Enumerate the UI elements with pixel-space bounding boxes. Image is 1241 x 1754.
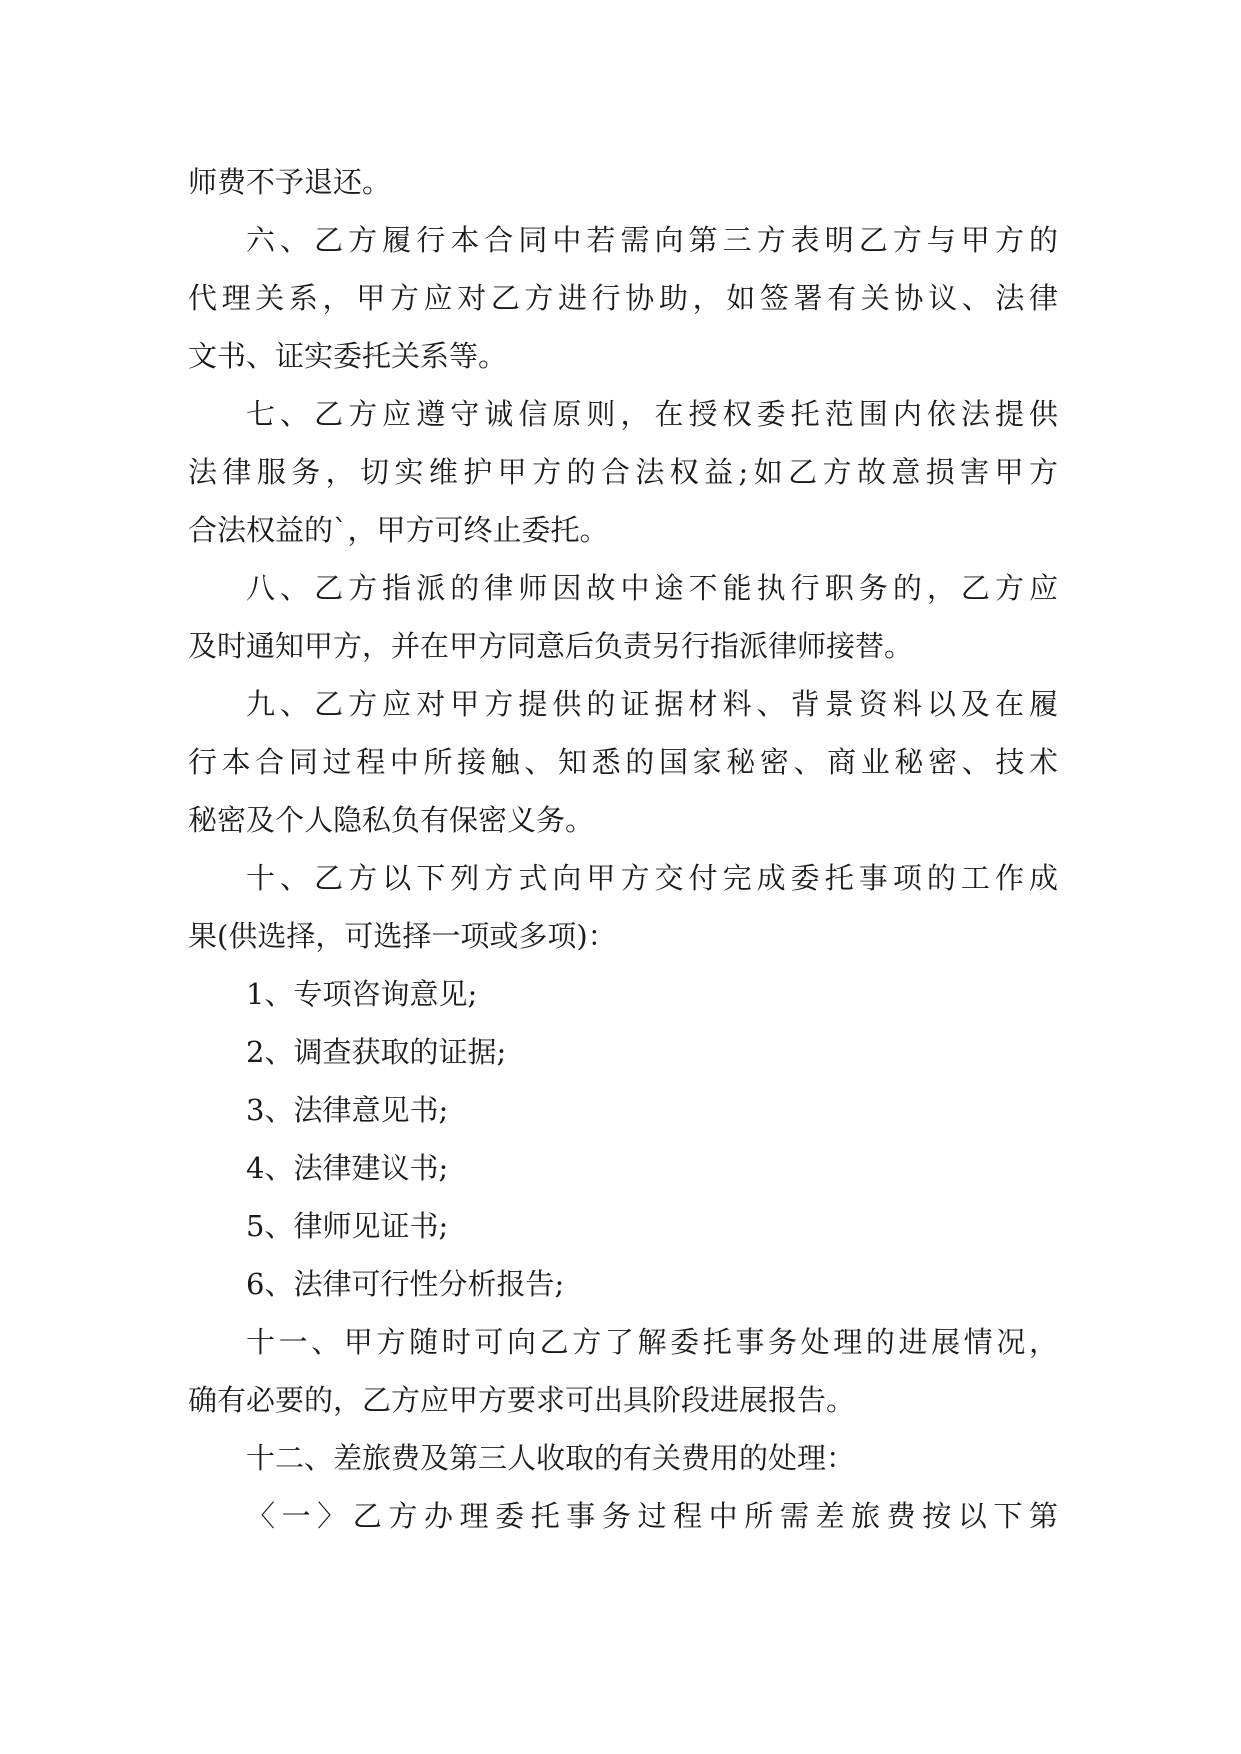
text-line-14: 果(供选择，可选择一项或多项)： xyxy=(188,919,617,953)
text-line-5: 七、乙方应遵守诚信原则，在授权委托范围内依法提供 xyxy=(246,397,1058,431)
text-line-12: 秘密及个人隐私负有保密义务。 xyxy=(188,803,595,837)
list-item-4: 4、法律建议书; xyxy=(246,1151,449,1185)
text-line-1: 师费不予退还。 xyxy=(188,165,392,199)
text-line-2: 六、乙方履行本合同中若需向第三方表明乙方与甲方的 xyxy=(246,223,1058,257)
text-line-4: 文书、证实委托关系等。 xyxy=(188,339,508,373)
list-item-6: 6、法律可行性分析报告; xyxy=(246,1267,565,1301)
list-item-3: 3、法律意见书; xyxy=(246,1093,449,1127)
text-line-3: 代理关系，甲方应对乙方进行协助，如签署有关协议、法律 xyxy=(188,281,1058,315)
text-line-23: 十二、差旅费及第三人收取的有关费用的处理： xyxy=(246,1441,856,1475)
text-line-8: 八、乙方指派的律师因故中途不能执行职务的，乙方应 xyxy=(246,571,1058,605)
text-line-13: 十、乙方以下列方式向甲方交付完成委托事项的工作成 xyxy=(246,861,1058,895)
text-line-22: 确有必要的，乙方应甲方要求可出具阶段进展报告。 xyxy=(188,1383,856,1417)
text-line-24: 〈一〉乙方办理委托事务过程中所需差旅费按以下第 xyxy=(246,1499,1058,1533)
text-line-7: 合法权益的`，甲方可终止委托。 xyxy=(188,513,609,547)
list-item-2: 2、调查获取的证据; xyxy=(246,1035,507,1069)
text-line-9: 及时通知甲方，并在甲方同意后负责另行指派律师接替。 xyxy=(188,629,914,663)
text-line-6: 法律服务，切实维护甲方的合法权益;如乙方故意损害甲方 xyxy=(188,455,1058,489)
list-item-5: 5、律师见证书; xyxy=(246,1209,449,1243)
text-line-21: 十一、甲方随时可向乙方了解委托事务处理的进展情况， xyxy=(246,1325,1058,1359)
text-line-11: 行本合同过程中所接触、知悉的国家秘密、商业秘密、技术 xyxy=(188,745,1058,779)
text-line-10: 九、乙方应对甲方提供的证据材料、背景资料以及在履 xyxy=(246,687,1058,721)
list-item-1: 1、专项咨询意见; xyxy=(246,977,478,1011)
